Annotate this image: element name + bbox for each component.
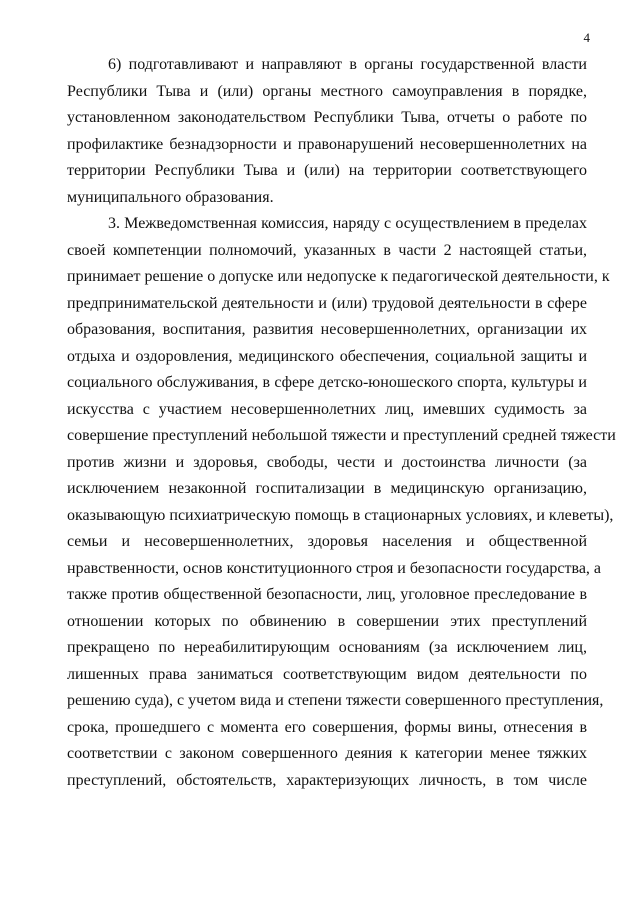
text-line: семьи и несовершеннолетних, здоровья населения и общественной <box>67 533 587 550</box>
paragraph-subitem-6 <box>67 52 587 211</box>
paragraph-item-3 <box>67 211 616 794</box>
text-line: предпринимательской деятельности и (или) трудовой деятельности в сфере <box>67 294 587 312</box>
text-line: установленном законодательством Республики Тыва, отчеты о работе по <box>67 109 587 126</box>
text-line: срока, прошедшего с момента его совершения, формы вины, отнесения в <box>67 718 587 736</box>
text-line: отдыха и оздоровления, медицинского обеспечения, социальной защиты и <box>67 347 587 365</box>
text-line: профилактике безнадзорности и правонарушений несовершеннолетних на <box>67 135 587 153</box>
text-line: искусства с участием несовершеннолетних лиц, имевших судимость за <box>67 400 587 418</box>
text-line: также против общественной безопасности, лиц, уголовное преследование в <box>67 586 587 603</box>
text-line: оказывающую психиатрическую помощь в стационарных условиях, и клеветы), <box>67 506 614 524</box>
text-line: лишенных права заниматься соответствующим видом деятельности по <box>67 665 587 683</box>
text-line: прекращено по нереабилитирующим основаниям (за исключением лиц, <box>67 639 587 656</box>
text-line: отношении которых по обвинению в совершении этих преступлений <box>67 612 587 630</box>
text-line: Республики Тыва и (или) органы местного самоуправления в порядке, <box>67 82 587 100</box>
text-line: муниципального образования. <box>67 188 274 206</box>
text-line: преступлений, обстоятельств, характеризующих личность, в том числе <box>67 771 587 789</box>
text-line: исключением незаконной госпитализации в медицинскую организацию, <box>67 480 587 497</box>
text-line: социального обслуживания, в сфере детско-юношеского спорта, культуры и <box>67 374 587 391</box>
text-line: решению суда), с учетом вида и степени тяжести совершенного преступления, <box>67 692 604 709</box>
text-line: своей компетенции полномочий, указанных в части 2 настоящей статьи, <box>67 241 587 259</box>
page-number: 4 <box>583 30 590 45</box>
text-line: совершение преступлений небольшой тяжести и преступлений средней тяжести <box>67 427 616 444</box>
text-line: нравственности, основ конституционного строя и безопасности государства, а <box>67 559 602 577</box>
text-line: против жизни и здоровья, свободы, чести и достоинства личности (за <box>67 453 587 471</box>
text-line: соответствии с законом совершенного деяния к категории менее тяжких <box>67 745 587 762</box>
text-line: образования, воспитания, развития несовершеннолетних, организации их <box>67 321 587 338</box>
text-line: принимает решение о допуске или недопуске к педагогической деятельности, к <box>67 268 610 285</box>
text-line: территории Республики Тыва и (или) на территории соответствующего <box>67 162 587 179</box>
text-line: 6) подготавливают и направляют в органы государственной власти <box>108 56 587 73</box>
text-line: 3. Межведомственная комиссия, наряду с осуществлением в пределах <box>108 215 587 232</box>
document-body <box>67 52 616 794</box>
